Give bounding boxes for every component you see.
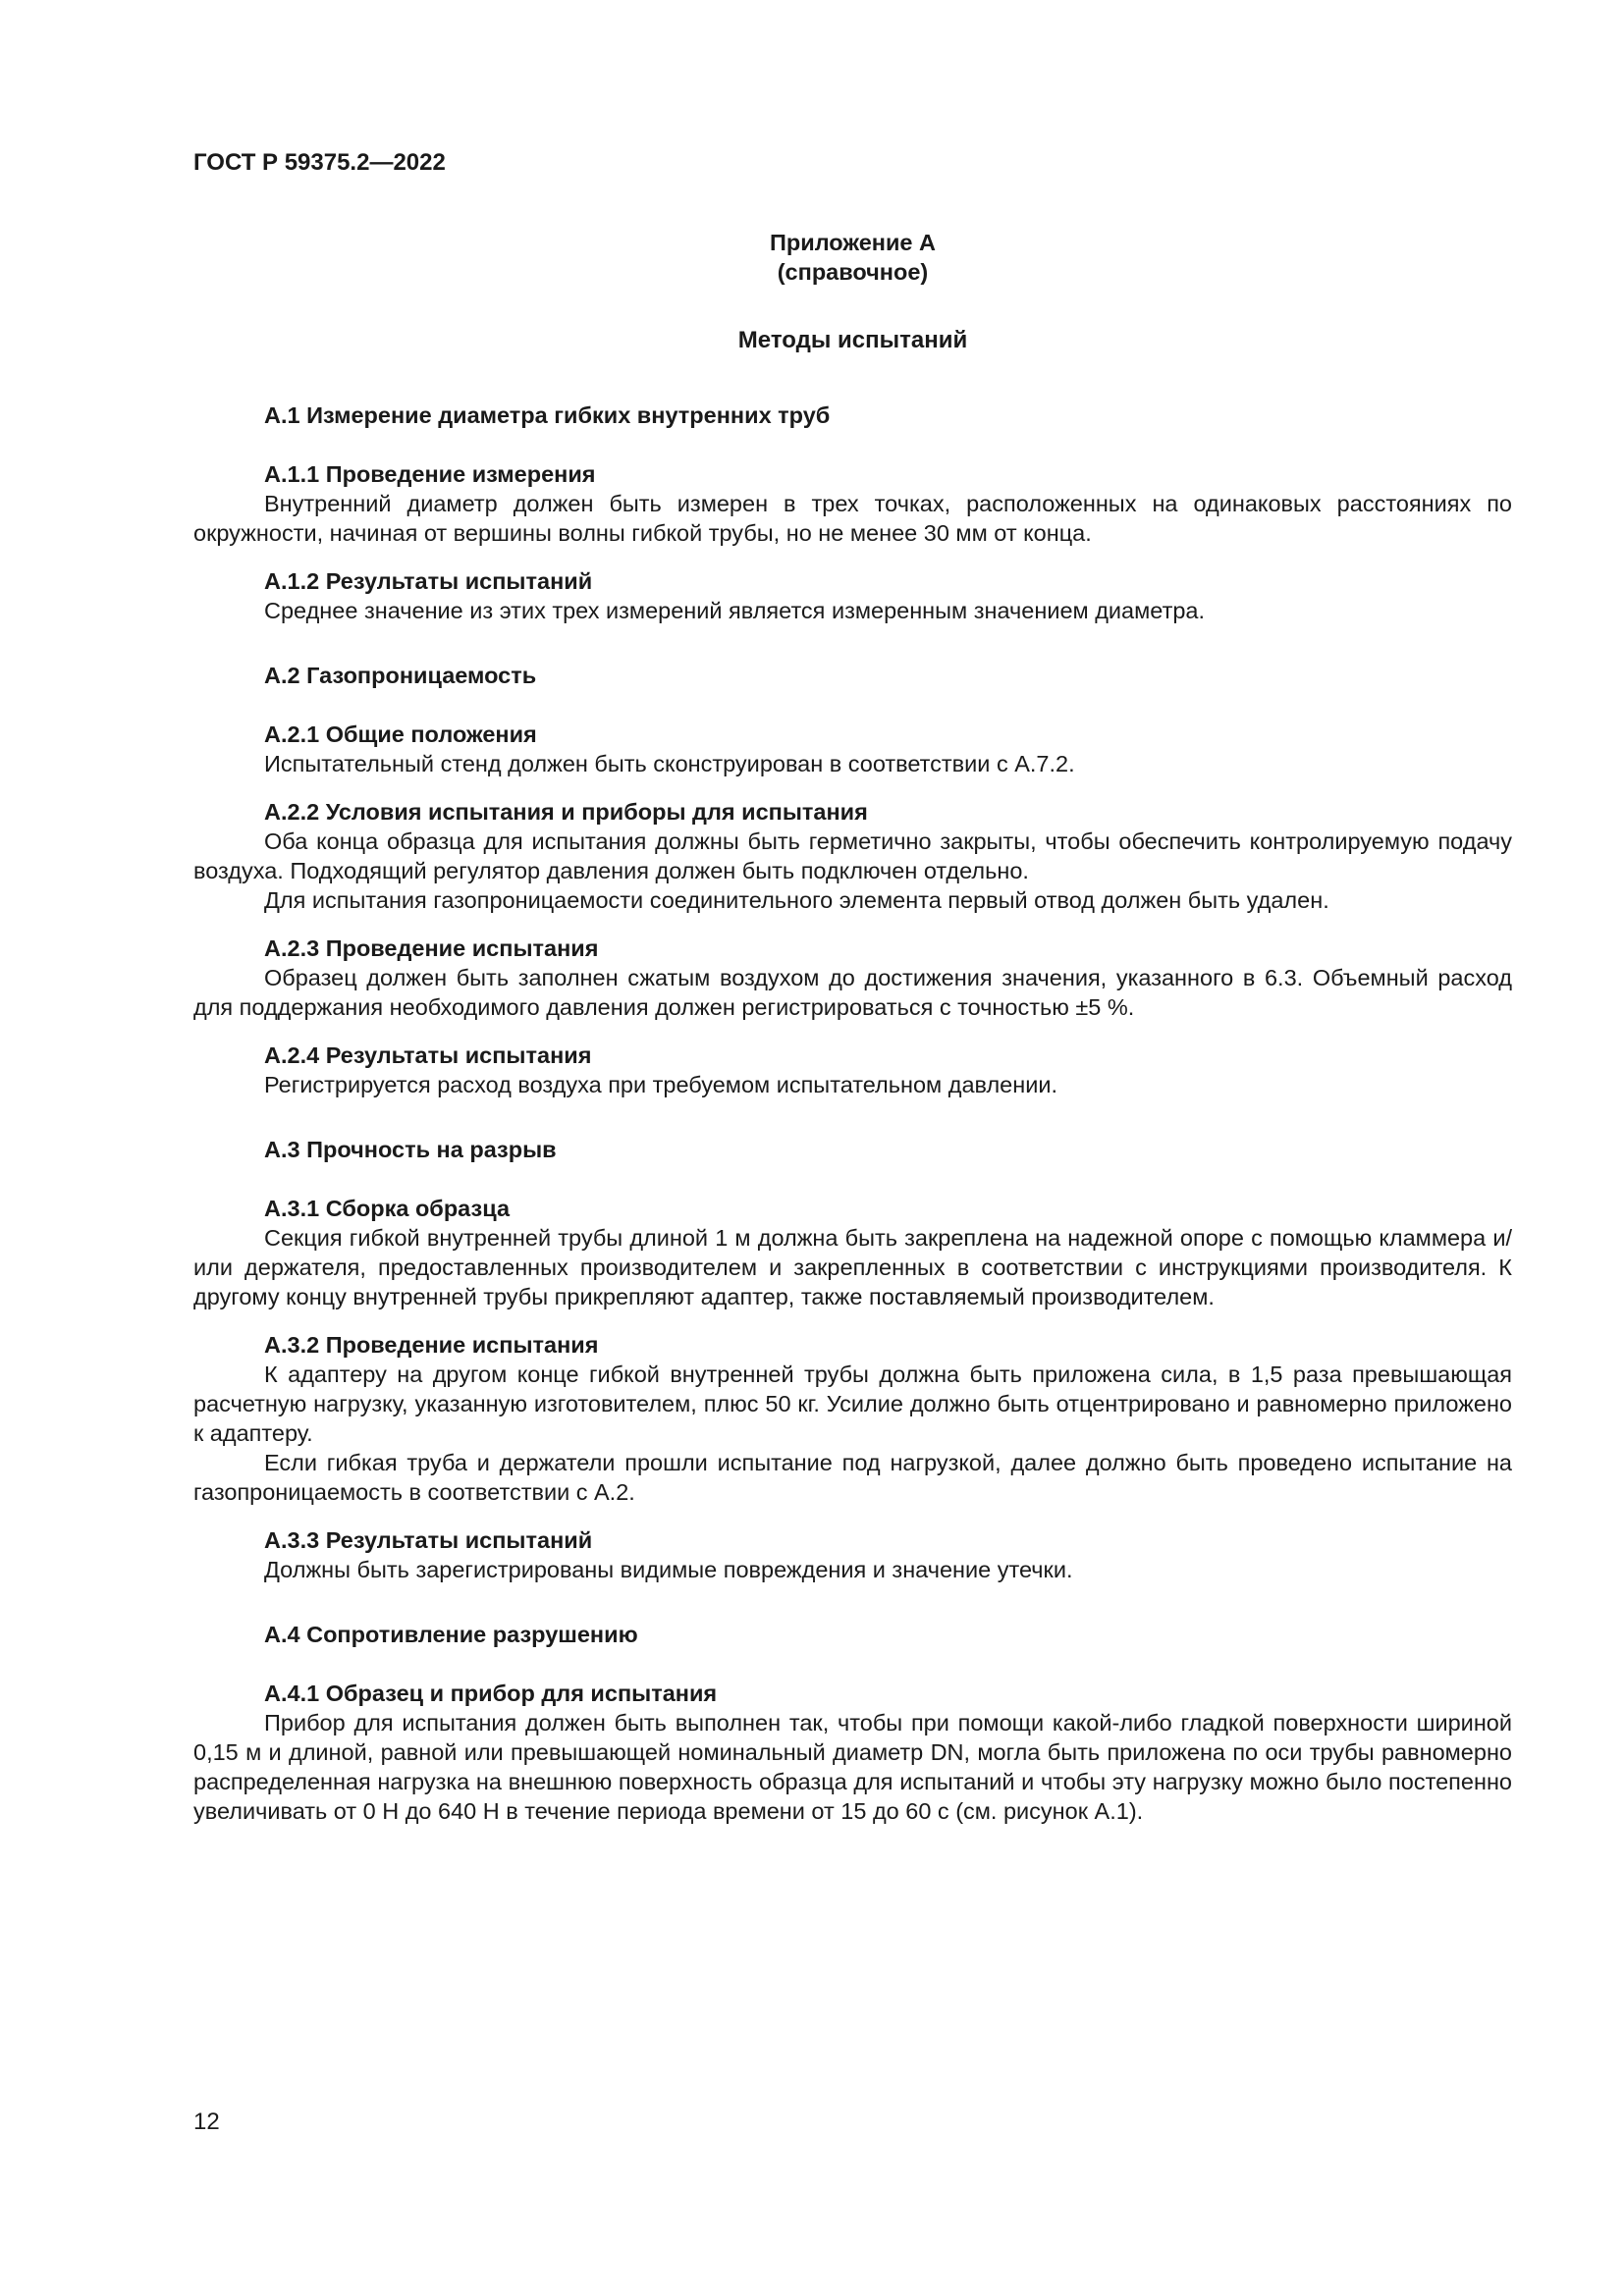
section-a3-title: А.3 Прочность на разрыв	[264, 1137, 557, 1162]
standard-header: ГОСТ Р 59375.2—2022	[193, 149, 446, 176]
appendix-type: (справочное)	[777, 259, 929, 285]
appendix-title: Приложение А	[770, 230, 936, 255]
paragraph: Регистрируется расход воздуха при требуемом испытательном давлении.	[264, 1072, 1057, 1097]
subsection-a32-title: А.3.2 Проведение испытания	[264, 1332, 599, 1358]
section-a1-title: А.1 Измерение диаметра гибких внутренних труб	[264, 402, 831, 428]
subsection-a21-title: А.2.1 Общие положения	[264, 721, 537, 747]
section-a2-title: А.2 Газопроницаемость	[264, 663, 537, 688]
subsection-a24-title: А.2.4 Результаты испытания	[264, 1042, 592, 1068]
paragraph: К адаптеру на другом конце гибкой внутренней трубы должна быть приложена сила, в 1,5 раза превышающая расчетную нагрузку, указанную изготовителем, плюс 50 кг. Усилие должно быть отцентрировано и равномерно приложено к адаптеру.	[193, 1362, 1512, 1446]
paragraph: Секция гибкой внутренней трубы длиной 1 м должна быть закреплена на надежной опоре с помощью кламмера и/или держателя, предоставленных производителем и закрепленных в соответствии с инструкциями производителя. К другому концу внутренней трубы прикрепляют адаптер, также поставляемый производителем.	[193, 1225, 1512, 1309]
paragraph: Среднее значение из этих трех измерений является измеренным значением диаметра.	[264, 598, 1206, 623]
paragraph: Должны быть зарегистрированы видимые повреждения и значение утечки.	[264, 1557, 1073, 1582]
paragraph: Испытательный стенд должен быть сконструирован в соответствии с А.7.2.	[264, 751, 1075, 776]
subsection-a12-title: А.1.2 Результаты испытаний	[264, 568, 593, 594]
paragraph: Образец должен быть заполнен сжатым воздухом до достижения значения, указанного в 6.3. Объемный расход для поддержания необходимого давления должен регистрироваться с точностью ±5 %.	[193, 965, 1512, 1020]
page-number: 12	[193, 2109, 220, 2135]
paragraph: Для испытания газопроницаемости соединительного элемента первый отвод должен быть удален.	[264, 887, 1329, 913]
document-content	[193, 228, 1512, 1826]
subsection-a31-title: А.3.1 Сборка образца	[264, 1196, 511, 1221]
section-a4-title: А.4 Сопротивление разрушению	[264, 1622, 638, 1647]
subsection-a33-title: А.3.3 Результаты испытаний	[264, 1527, 593, 1553]
appendix-heading: Методы испытаний	[737, 327, 968, 353]
paragraph: Оба конца образца для испытания должны быть герметично закрыты, чтобы обеспечить контролируемую подачу воздуха. Подходящий регулятор давления должен быть подключен отдельно.	[193, 828, 1512, 883]
subsection-a22-title: А.2.2 Условия испытания и приборы для испытания	[264, 799, 868, 825]
paragraph: Внутренний диаметр должен быть измерен в трех точках, расположенных на одинаковых расстояниях по окружности, начиная от вершины волны гибкой трубы, но не менее 30 мм от конца.	[193, 491, 1512, 546]
paragraph: Прибор для испытания должен быть выполнен так, чтобы при помощи какой-либо гладкой поверхности шириной 0,15 м и длиной, равной или превышающей номинальный диаметр DN, могла быть приложена по оси трубы равномерно распределенная нагрузка на внешнюю поверхность образца для испытаний и чтобы эту нагрузку можно было постепенно увеличивать от 0 Н до 640 Н в течение периода времени от 15 до 60 с (см. рисунок А.1).	[193, 1710, 1512, 1824]
subsection-a23-title: А.2.3 Проведение испытания	[264, 935, 599, 961]
subsection-a41-title: А.4.1 Образец и прибор для испытания	[264, 1681, 718, 1706]
paragraph: Если гибкая труба и держатели прошли испытание под нагрузкой, далее должно быть проведено испытание на газопроницаемость в соответствии с А.2.	[193, 1450, 1512, 1505]
subsection-a11-title: А.1.1 Проведение измерения	[264, 461, 596, 487]
